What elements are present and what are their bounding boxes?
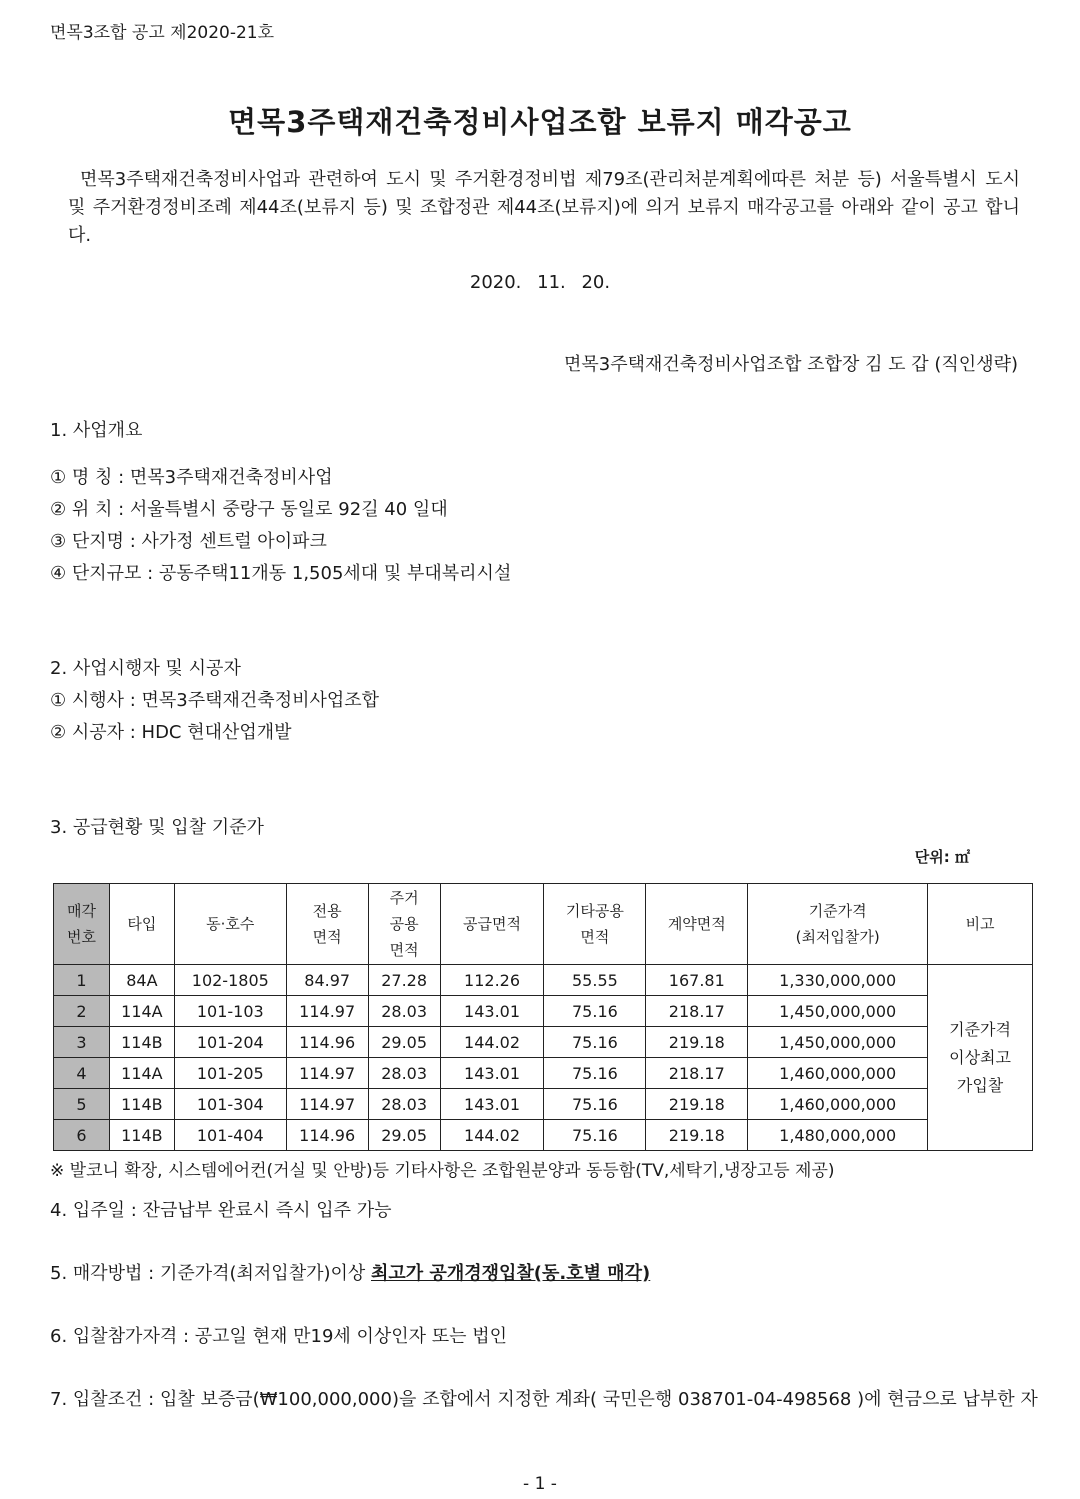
cell-no: 2 (54, 996, 110, 1027)
cell-residential: 27.28 (368, 965, 440, 996)
cell-type: 114B (109, 1120, 174, 1151)
supply-table (53, 883, 1033, 1151)
cell-price: 1,460,000,000 (748, 1058, 928, 1089)
table-row (54, 1027, 1033, 1058)
header-type: 타입 (109, 884, 174, 965)
cell-no: 6 (54, 1120, 110, 1151)
cell-contract: 218.17 (646, 996, 748, 1027)
header-contract-area: 계약면적 (646, 884, 748, 965)
intro-paragraph: 면목3주택재건축정비사업과 관련하여 도시 및 주거환경정비법 제79조(관리처분계획에따른 처분 등) 서울특별시 도시 및 주거환경정비조례 제44조(보류지 등) 및 조합정관 제44조(보류지)에 의거 보류지 매각공고를 아래와 같이 공고 합니다. (68, 169, 1020, 246)
header-base-price: 기준가격 (최저입찰가) (748, 884, 928, 965)
cell-no: 1 (54, 965, 110, 996)
cell-unit: 101-205 (174, 1058, 286, 1089)
cell-contract: 219.18 (646, 1089, 748, 1120)
operator-item: ① 시행사 : 면목3주택재건축정비사업조합 (50, 690, 380, 711)
overview-location: ② 위 치 : 서울특별시 중랑구 동일로 92길 40 일대 (50, 499, 448, 520)
cell-supply: 144.02 (440, 1027, 544, 1058)
signature-line: 면목3주택재건축정비사업조합 조합장 김 도 갑 (직인생략) (563, 354, 1018, 375)
overview-scale: ④ 단지규모 : 공동주택11개동 1,505세대 및 부대복리시설 (50, 563, 512, 584)
section2-heading: 2. 사업시행자 및 시공자 (50, 658, 241, 679)
table-row (54, 1058, 1033, 1089)
cell-exclusive: 114.97 (286, 1058, 368, 1089)
cell-type: 114A (109, 996, 174, 1027)
header-exclusive-area: 전용 면적 (286, 884, 368, 965)
notice-number: 면목3조합 공고 제2020-21호 (50, 23, 275, 43)
cell-residential: 28.03 (368, 1089, 440, 1120)
cell-price: 1,450,000,000 (748, 1027, 928, 1058)
cell-unit: 101-404 (174, 1120, 286, 1151)
cell-no: 3 (54, 1027, 110, 1058)
cell-price: 1,460,000,000 (748, 1089, 928, 1120)
header-sale-no: 매각 번호 (54, 884, 110, 965)
cell-contract: 219.18 (646, 1120, 748, 1151)
cell-supply: 143.01 (440, 1058, 544, 1089)
cell-exclusive: 114.97 (286, 996, 368, 1027)
cell-price: 1,330,000,000 (748, 965, 928, 996)
section5-sale-method (50, 1259, 650, 1285)
table-header-row (54, 884, 1033, 965)
cell-other: 75.16 (544, 1058, 646, 1089)
page-title: 면목3주택재건축정비사업조합 보류지 매각공고 (228, 105, 852, 139)
cell-supply: 143.01 (440, 1089, 544, 1120)
cell-supply: 143.01 (440, 996, 544, 1027)
cell-other: 75.16 (544, 1120, 646, 1151)
cell-residential: 29.05 (368, 1120, 440, 1151)
table-row (54, 996, 1033, 1027)
cell-residential: 29.05 (368, 1027, 440, 1058)
cell-supply: 112.26 (440, 965, 544, 996)
header-unit-no: 동·호수 (174, 884, 286, 965)
contractor-item: ② 시공자 : HDC 현대산업개발 (50, 722, 292, 743)
remark-cell: 기준가격 이상최고 가입찰 (928, 965, 1033, 1151)
table-row (54, 1089, 1033, 1120)
cell-residential: 28.03 (368, 996, 440, 1027)
cell-unit: 101-103 (174, 996, 286, 1027)
notice-date: 2020. 11. 20. (469, 272, 611, 293)
table-row (54, 965, 1033, 996)
sale-method-prefix: 5. 매각방법 : 기준가격(최저입찰가)이상 (50, 1263, 371, 1284)
cell-price: 1,480,000,000 (748, 1120, 928, 1151)
cell-contract: 167.81 (646, 965, 748, 996)
table-row (54, 1120, 1033, 1151)
page-number: - 1 - (523, 1474, 557, 1494)
cell-supply: 144.02 (440, 1120, 544, 1151)
unit-label: 단위: ㎡ (914, 848, 970, 866)
cell-exclusive: 114.96 (286, 1027, 368, 1058)
cell-other: 75.16 (544, 1089, 646, 1120)
cell-contract: 218.17 (646, 1058, 748, 1089)
table-footnote: ※ 발코니 확장, 시스템에어컨(거실 및 안방)등 기타사항은 조합원분양과 동등함(TV,세탁기,냉장고등 제공) (50, 1161, 835, 1181)
overview-name: ① 명 칭 : 면목3주택재건축정비사업 (50, 467, 333, 488)
cell-residential: 28.03 (368, 1058, 440, 1089)
cell-price: 1,450,000,000 (748, 996, 928, 1027)
cell-other: 75.16 (544, 996, 646, 1027)
overview-complex: ③ 단지명 : 사가정 센트럴 아이파크 (50, 531, 327, 552)
cell-contract: 219.18 (646, 1027, 748, 1058)
cell-no: 5 (54, 1089, 110, 1120)
cell-type: 114B (109, 1027, 174, 1058)
cell-type: 114A (109, 1058, 174, 1089)
header-remark: 비고 (928, 884, 1033, 965)
cell-exclusive: 114.97 (286, 1089, 368, 1120)
cell-type: 84A (109, 965, 174, 996)
cell-type: 114B (109, 1089, 174, 1120)
cell-exclusive: 114.96 (286, 1120, 368, 1151)
section3-heading: 3. 공급현황 및 입찰 기준가 (50, 817, 264, 838)
section1-heading: 1. 사업개요 (50, 420, 143, 441)
cell-no: 4 (54, 1058, 110, 1089)
section7-bid-conditions: 7. 입찰조건 : 입찰 보증금(₩100,000,000)을 조합에서 지정한 계좌( 국민은행 038701-04-498568 )에 현금으로 납부한 자 (50, 1389, 1038, 1410)
cell-other: 55.55 (544, 965, 646, 996)
header-residential-common-area: 주거 공용 면적 (368, 884, 440, 965)
cell-unit: 101-304 (174, 1089, 286, 1120)
section6-eligibility: 6. 입찰참가자격 : 공고일 현재 만19세 이상인자 또는 법인 (50, 1326, 508, 1347)
sale-method-emphasis: 최고가 공개경쟁입찰(동.호별 매각) (371, 1263, 651, 1284)
section4-move-in: 4. 입주일 : 잔금납부 완료시 즉시 입주 가능 (50, 1200, 392, 1221)
header-other-common-area: 기타공용 면적 (544, 884, 646, 965)
cell-unit: 101-204 (174, 1027, 286, 1058)
cell-unit: 102-1805 (174, 965, 286, 996)
cell-other: 75.16 (544, 1027, 646, 1058)
header-supply-area: 공급면적 (440, 884, 544, 965)
cell-exclusive: 84.97 (286, 965, 368, 996)
